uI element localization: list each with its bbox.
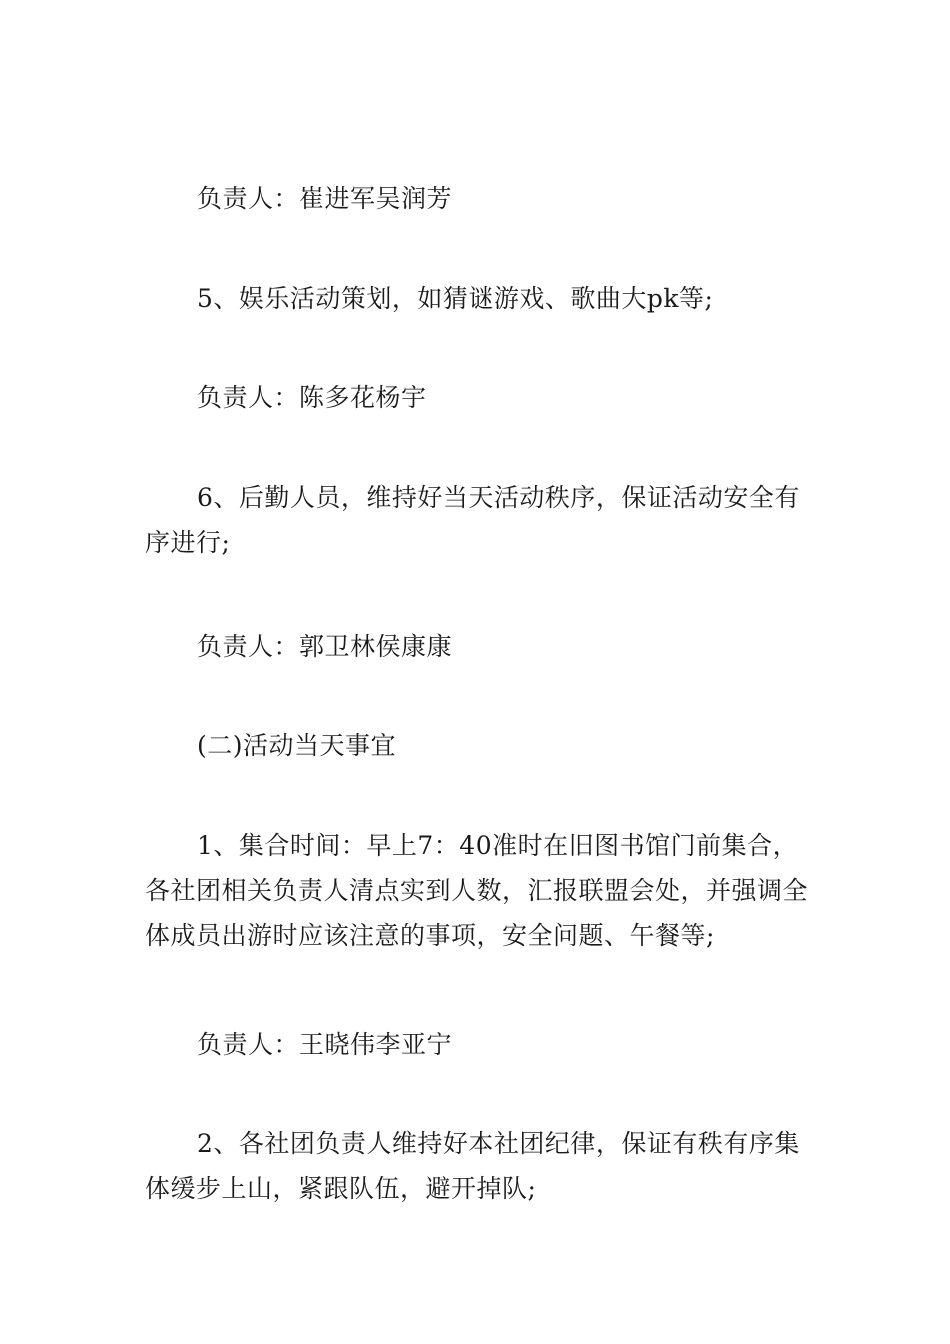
responsible-person-line: 负责人：崔进军吴润芳 [197, 184, 453, 213]
day-item-2: 2、各社团负责人维持好本社团纪律，保证有秩有序集体缓步上山，紧跟队伍，避开掉队; [145, 1129, 800, 1203]
task-item-5: 5、娱乐活动策划，如猜谜游戏、歌曲大pk等; [197, 284, 714, 313]
section-heading: (二)活动当天事宜 [197, 731, 397, 760]
day-item-1: 1、集合时间：早上7：40准时在旧图书馆门前集合，各社团相关负责人清点实到人数，汇报联盟会处，并强调全体成员出游时应该注意的事项，安全问题、午餐等; [145, 831, 809, 950]
responsible-person-line: 负责人：王晓伟李亚宁 [197, 1030, 453, 1059]
responsible-person-line: 负责人：陈多花杨宇 [197, 383, 427, 412]
task-item-6: 6、后勤人员，维持好当天活动秩序，保证活动安全有序进行; [145, 483, 800, 557]
responsible-person-line: 负责人：郭卫林侯康康 [197, 632, 453, 661]
